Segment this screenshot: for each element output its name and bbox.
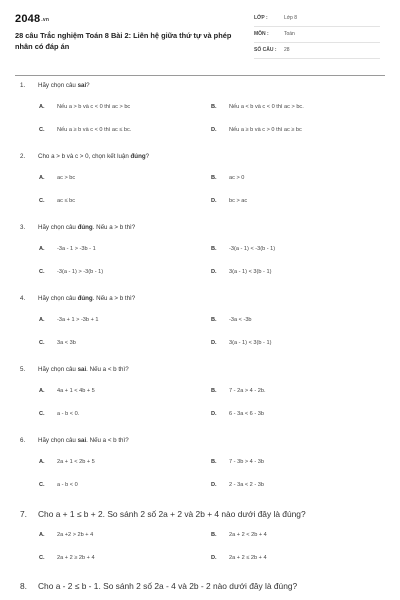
option-text: 3a < 3b <box>57 340 76 346</box>
question-text: Hãy chọn câu sai. Nếu a < b thì? <box>38 366 129 373</box>
meta-count <box>254 45 380 59</box>
meta-subject-value: Toán <box>284 31 295 37</box>
option-text: 4a + 1 < 4b + 5 <box>57 388 95 394</box>
option-label: B. <box>211 175 217 181</box>
option-label: A. <box>39 104 45 110</box>
option-label: A. <box>39 388 45 394</box>
option-label: A. <box>39 175 45 181</box>
option-d[interactable] <box>211 411 381 423</box>
option-label: A. <box>39 532 45 538</box>
option-text: 2a + 2 < 2b + 4 <box>229 532 267 538</box>
question-text: Cho a + 1 ≤ b + 2. So sánh 2 số 2a + 2 và 2b + 4 nào dưới đây là đúng? <box>38 509 306 519</box>
option-c[interactable] <box>39 269 209 281</box>
option-a[interactable] <box>39 317 209 329</box>
option-text: bc > ac <box>229 198 248 204</box>
option-a[interactable] <box>39 104 209 116</box>
question-number: 8. <box>20 581 27 591</box>
option-d[interactable] <box>211 482 381 494</box>
option-label: C. <box>39 340 45 346</box>
question-number: 5. <box>20 366 26 373</box>
option-text: 2 - 3a < 2 - 3b <box>229 482 264 488</box>
meta-class-value: Lớp 8 <box>284 15 298 21</box>
option-a[interactable] <box>39 175 209 187</box>
option-label: D. <box>211 340 217 346</box>
option-text: -3a < -3b <box>229 317 252 323</box>
option-text: ac > 0 <box>229 175 245 181</box>
option-text: 3(a - 1) < 3(b - 1) <box>229 269 272 275</box>
option-text: Nếu a ≥ b và c > 0 thì ac ≥ bc <box>229 127 302 133</box>
option-label: A. <box>39 317 45 323</box>
question-number: 7. <box>20 509 27 519</box>
option-label: B. <box>211 246 217 252</box>
option-text: Nếu a ≥ b và c < 0 thì ac ≤ bc. <box>57 127 132 133</box>
meta-subject <box>254 29 380 43</box>
option-c[interactable] <box>39 198 209 210</box>
option-text: 7 - 2a > 4 - 2b. <box>229 388 266 394</box>
meta-count-label: SỐ CÂU : <box>254 47 277 53</box>
option-text: 7 - 3b > 4 - 3b <box>229 459 264 465</box>
option-b[interactable] <box>211 317 381 329</box>
option-label: B. <box>211 459 217 465</box>
option-label: D. <box>211 127 217 133</box>
option-text: -3(a - 1) < -3(b - 1) <box>229 246 276 252</box>
question-number: 2. <box>20 153 26 160</box>
option-d[interactable] <box>211 340 381 352</box>
option-label: C. <box>39 198 45 204</box>
option-d[interactable] <box>211 555 381 567</box>
option-a[interactable] <box>39 459 209 471</box>
document-header <box>0 0 400 70</box>
option-label: C. <box>39 482 45 488</box>
option-c[interactable] <box>39 482 209 494</box>
option-text: -3a + 1 > -3b + 1 <box>57 317 99 323</box>
question-text: Hãy chọn câu sai? <box>38 82 90 89</box>
option-text: a - b < 0 <box>57 482 78 488</box>
question-text: Hãy chọn câu đúng. Nếu a > b thì? <box>38 224 136 231</box>
option-c[interactable] <box>39 411 209 423</box>
option-b[interactable] <box>211 532 381 544</box>
option-text: -3a - 1 > -3b - 1 <box>57 246 96 252</box>
option-text: 2a +2 > 2b + 4 <box>57 532 94 538</box>
option-text: ac > bc <box>57 175 76 181</box>
option-text: 6 - 3a < 6 - 3b <box>229 411 264 417</box>
option-d[interactable] <box>211 127 381 139</box>
option-a[interactable] <box>39 532 209 544</box>
option-b[interactable] <box>211 246 381 258</box>
option-text: 2a + 2 ≤ 2b + 4 <box>229 555 267 561</box>
option-label: D. <box>211 411 217 417</box>
option-text: 3(a - 1) < 3(b - 1) <box>229 340 272 346</box>
option-label: D. <box>211 269 217 275</box>
logo-text: 2048 <box>15 13 41 25</box>
option-text: 2a + 2 ≥ 2b + 4 <box>57 555 95 561</box>
option-label: D. <box>211 482 217 488</box>
option-label: B. <box>211 532 217 538</box>
option-label: A. <box>39 459 45 465</box>
option-label: C. <box>39 555 45 561</box>
option-label: B. <box>211 388 217 394</box>
option-label: A. <box>39 246 45 252</box>
option-b[interactable] <box>211 175 381 187</box>
option-label: B. <box>211 104 217 110</box>
option-b[interactable] <box>211 388 381 400</box>
question-text: Cho a - 2 ≤ b - 1. So sánh 2 số 2a - 4 và 2b - 2 nào dưới đây là đúng? <box>38 581 298 591</box>
header-divider <box>15 75 385 76</box>
option-label: B. <box>211 317 217 323</box>
option-b[interactable] <box>211 459 381 471</box>
site-logo[interactable] <box>15 13 49 25</box>
meta-class <box>254 13 380 27</box>
option-label: C. <box>39 269 45 275</box>
question-text: Hãy chọn câu sai. Nếu a < b thì? <box>38 437 129 444</box>
option-d[interactable] <box>211 269 381 281</box>
question-text: Hãy chọn câu đúng. Nếu a > b thì? <box>38 295 136 302</box>
meta-count-value: 28 <box>284 47 290 53</box>
option-label: C. <box>39 411 45 417</box>
meta-class-label: LỚP : <box>254 15 268 21</box>
option-c[interactable] <box>39 555 209 567</box>
option-b[interactable] <box>211 104 381 116</box>
question-number: 1. <box>20 82 26 89</box>
question-text: Cho a > b và c > 0, chọn kết luận đúng? <box>38 153 150 160</box>
question-number: 4. <box>20 295 26 302</box>
option-text: a - b < 0. <box>57 411 80 417</box>
option-c[interactable] <box>39 127 209 139</box>
option-c[interactable] <box>39 340 209 352</box>
option-label: D. <box>211 198 217 204</box>
document-title: 28 câu Trắc nghiệm Toán 8 Bài 2: Liên hệ giữa thứ tự và phép nhân có đáp án <box>15 31 232 51</box>
option-text: ac ≤ bc <box>57 198 75 204</box>
option-label: D. <box>211 555 217 561</box>
option-a[interactable] <box>39 246 209 258</box>
option-d[interactable] <box>211 198 381 210</box>
logo-suffix: .vn <box>41 17 50 23</box>
option-text: -3(a - 1) > -3(b - 1) <box>57 269 104 275</box>
option-text: 2a + 1 < 2b + 5 <box>57 459 95 465</box>
meta-subject-label: MÔN : <box>254 31 269 37</box>
option-text: Nếu a > b và c < 0 thì ac > bc <box>57 104 131 110</box>
option-text: Nếu a < b và c < 0 thì ac > bc. <box>229 104 304 110</box>
option-label: C. <box>39 127 45 133</box>
option-a[interactable] <box>39 388 209 400</box>
question-number: 3. <box>20 224 26 231</box>
question-number: 6. <box>20 437 26 444</box>
